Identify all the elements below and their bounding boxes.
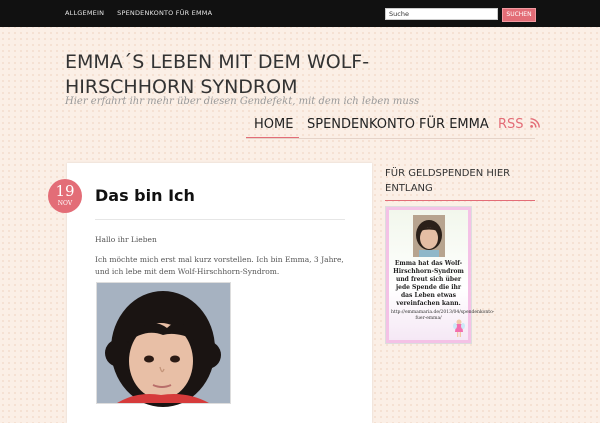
banner-inner [389, 210, 495, 340]
nav-spendenkonto[interactable]: SPENDENKONTO FÜR EMMA [307, 117, 489, 132]
search-input[interactable] [385, 8, 498, 20]
widget-divider [385, 200, 535, 201]
site-tagline: Hier erfahrt ihr mehr über diesen Gendefekt, mit dem ich leben muss [65, 96, 420, 107]
fairy-icon [453, 318, 465, 338]
banner-photo [413, 215, 445, 257]
date-day: 19 [55, 182, 75, 200]
post-title[interactable]: Das bin Ich [95, 186, 195, 205]
top-nav-allgemein[interactable]: ALLGEMEIN [65, 9, 105, 17]
date-badge [48, 179, 82, 213]
child-photo [96, 282, 231, 404]
donation-banner[interactable] [385, 206, 495, 344]
post-greeting: Hallo ihr Lieben [95, 235, 157, 244]
post-intro: Ich möchte mich erst mal kurz vorstellen. Ich bin Emma, 3 Jahre, und ich lebe mit dem Wolf-Hirschhorn-Syndrom. [95, 255, 344, 276]
nav-divider [246, 138, 535, 139]
banner-text: Emma hat das Wolf-Hirschhorn-Syndrom und freut sich über jede Spende die ihr das Leben etwas vereinfachen kann. [393, 260, 464, 307]
top-nav [65, 9, 212, 17]
nav-home[interactable]: HOME [254, 117, 294, 132]
nav-rss[interactable] [498, 117, 540, 132]
post-divider [95, 219, 345, 220]
search-button[interactable]: SUCHEN [502, 8, 536, 22]
site-title[interactable]: EMMA´S LEBEN MIT DEM WOLF-HIRSCHHORN SYNDROM [65, 51, 370, 98]
sidebar-widget-title: FÜR GELDSPENDEN HIER ENTLANG [385, 168, 511, 194]
nav-rss-label: RSS [498, 117, 524, 132]
top-nav-spendenkonto[interactable]: SPENDENKONTO FÜR EMMA [117, 9, 213, 17]
rss-icon [530, 118, 540, 128]
date-month: NOV [57, 200, 73, 207]
banner-url: http://emmamaria.de/2013/04/spendenkonto-fuer-emma/ [391, 310, 495, 321]
